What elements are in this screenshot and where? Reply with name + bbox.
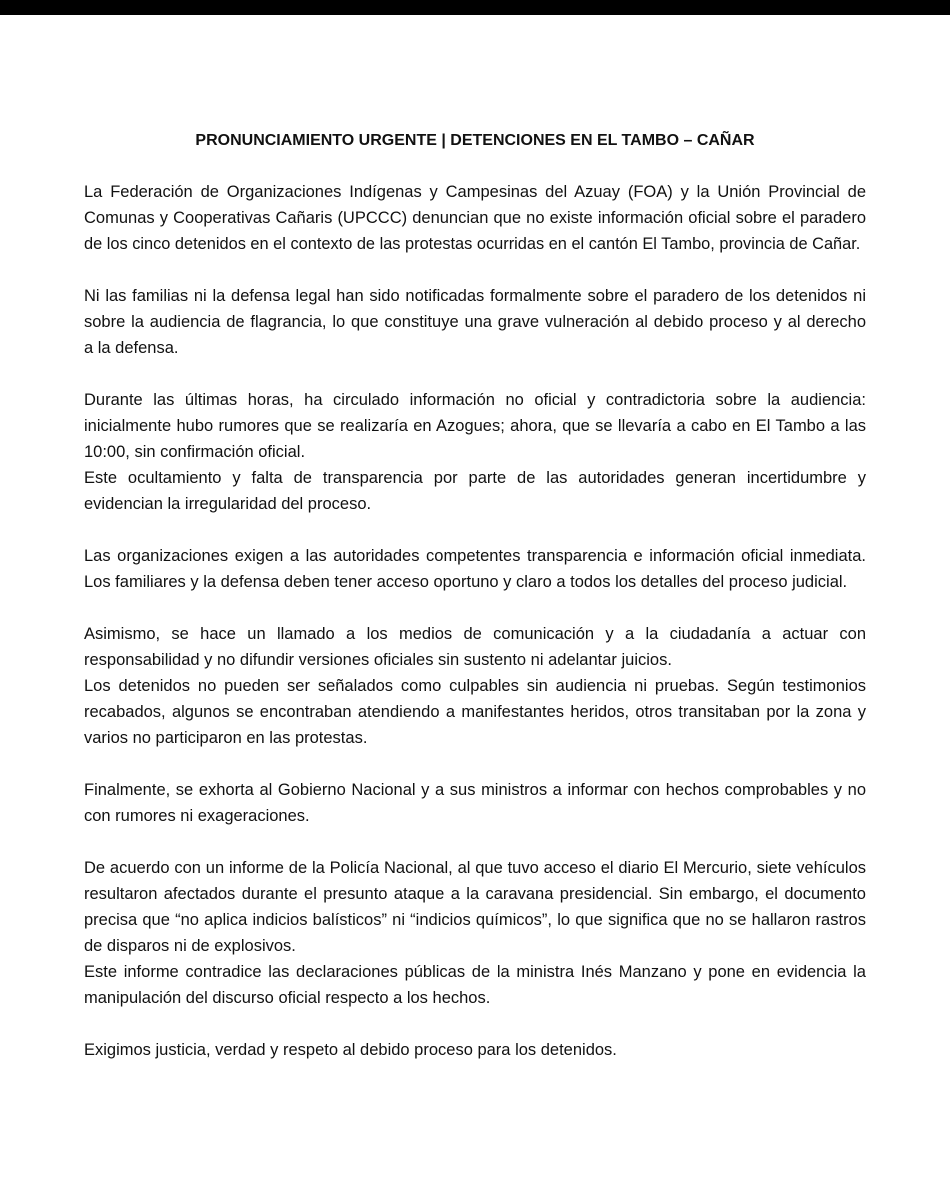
paragraph-line: Las organizaciones exigen a las autoridades competentes transparencia e información oficial inmediata.	[84, 547, 866, 565]
paragraph-line: sobre la audiencia de flagrancia, lo que constituye una grave vulneración al debido proceso y al derecho	[84, 313, 866, 331]
paragraph-3	[84, 387, 866, 517]
paragraph-1	[84, 179, 866, 257]
paragraph-line: manipulación del discurso oficial respecto a los hechos.	[84, 989, 491, 1007]
paragraph-line: De acuerdo con un informe de la Policía Nacional, al que tuvo acceso el diario El Mercurio, siete vehículos	[84, 859, 866, 877]
paragraph-line: Los detenidos no pueden ser señalados como culpables sin audiencia ni pruebas. Según testimonios	[84, 677, 866, 695]
document-title: PRONUNCIAMIENTO URGENTE | DETENCIONES EN EL TAMBO – CAÑAR	[195, 132, 755, 149]
paragraph-line: varios no participaron en las protestas.	[84, 729, 368, 747]
paragraph-6	[84, 777, 866, 829]
paragraph-line: Ni las familias ni la defensa legal han sido notificadas formalmente sobre el paradero de los detenidos ni	[84, 287, 866, 305]
paragraph-line: Finalmente, se exhorta al Gobierno Nacional y a sus ministros a informar con hechos comprobables y no	[84, 781, 866, 799]
paragraph-4	[84, 543, 866, 595]
paragraph-line: resultaron afectados durante el presunto ataque a la caravana presidencial. Sin embargo, el documento	[84, 885, 866, 903]
document-page	[84, 128, 866, 1089]
paragraph-line: Este informe contradice las declaraciones públicas de la ministra Inés Manzano y pone en evidencia la	[84, 963, 866, 981]
paragraph-line: Los familiares y la defensa deben tener acceso oportuno y claro a todos los detalles del proceso judicial.	[84, 573, 848, 591]
paragraph-line: inicialmente hubo rumores que se realizaría en Azogues; ahora, que se llevaría a cabo en El Tambo a las	[84, 417, 866, 435]
paragraph-line: Comunas y Cooperativas Cañaris (UPCCC) denuncian que no existe información oficial sobre el paradero	[84, 209, 866, 227]
paragraph-line: a la defensa.	[84, 339, 179, 357]
paragraph-line: precisa que “no aplica indicios balísticos” ni “indicios químicos”, lo que significa que no se hallaron rastros	[84, 911, 866, 929]
paragraph-5	[84, 621, 866, 751]
paragraph-line: con rumores ni exageraciones.	[84, 807, 310, 825]
paragraph-line: 10:00, sin confirmación oficial.	[84, 443, 306, 461]
paragraph-line: La Federación de Organizaciones Indígenas y Campesinas del Azuay (FOA) y la Unión Provincial de	[84, 183, 866, 201]
paragraph-8	[84, 1037, 866, 1063]
paragraph-line: responsabilidad y no difundir versiones oficiales sin sustento ni adelantar juicios.	[84, 651, 672, 669]
paragraph-2	[84, 283, 866, 361]
paragraph-line: Durante las últimas horas, ha circulado información no oficial y contradictoria sobre la audiencia:	[84, 391, 866, 409]
paragraph-line: Asimismo, se hace un llamado a los medios de comunicación y a la ciudadanía a actuar con	[84, 625, 866, 643]
paragraph-line: de los cinco detenidos en el contexto de las protestas ocurridas en el cantón El Tambo, provincia de Cañar.	[84, 235, 861, 253]
top-black-bar	[0, 0, 950, 15]
paragraph-line: evidencian la irregularidad del proceso.	[84, 495, 372, 513]
paragraph-line: de disparos ni de explosivos.	[84, 937, 296, 955]
paragraph-line: Exigimos justicia, verdad y respeto al debido proceso para los detenidos.	[84, 1041, 617, 1059]
paragraph-line: Este ocultamiento y falta de transparencia por parte de las autoridades generan incertidumbre y	[84, 469, 866, 487]
paragraph-line: recabados, algunos se encontraban atendiendo a manifestantes heridos, otros transitaban por la zona y	[84, 703, 866, 721]
paragraph-7	[84, 855, 866, 1011]
